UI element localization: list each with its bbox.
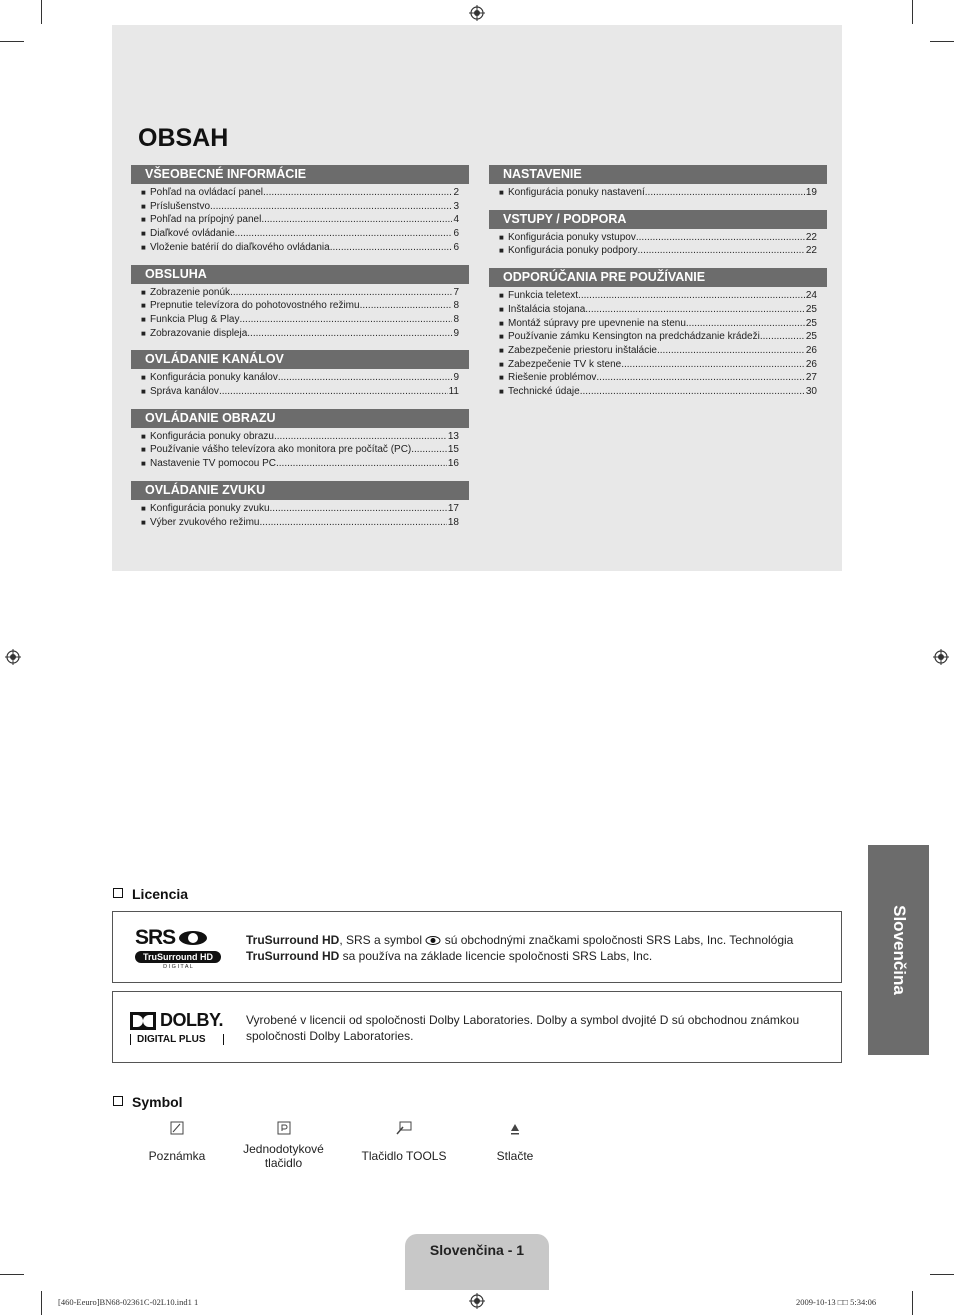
toc-entry-page: 13 — [447, 430, 459, 442]
toc-section — [131, 481, 469, 529]
square-bullet-icon: ■ — [499, 304, 504, 314]
symbol-tools: Tlačidlo TOOLS — [356, 1121, 452, 1163]
page-number-tab — [405, 1234, 549, 1290]
dot-leader — [760, 330, 805, 344]
dot-leader — [636, 231, 805, 245]
toc-entry-label: Zabezpečenie priestoru inštalácie — [508, 344, 657, 356]
square-bullet-icon: ■ — [141, 287, 146, 297]
toc-section-heading: OVLÁDANIE KANÁLOV — [131, 350, 469, 369]
symbol-one-touch: Jednodotykové tlačidlo — [236, 1121, 331, 1170]
toc-entry — [141, 227, 459, 241]
dot-leader — [263, 186, 452, 200]
toc-entry-label: Vloženie batérií do diaľkového ovládania — [150, 241, 330, 253]
toc-entry-label: Funkcia Plug & Play — [150, 313, 240, 325]
toc-entry-label: Nastavenie TV pomocou PC — [150, 458, 276, 470]
licence-heading: Licencia — [113, 886, 188, 902]
print-file-info: [460-Eeuro]BN68-02361C-02L10.ind1 1 — [58, 1297, 199, 1307]
toc-section — [489, 165, 827, 200]
toc-item-list — [131, 369, 469, 398]
toc-entry-page: 11 — [448, 386, 459, 398]
square-bullet-icon: ■ — [141, 387, 146, 397]
dot-leader — [621, 358, 805, 372]
toc-entry-label: Výber zvukového režimu — [150, 516, 260, 528]
toc-entry — [141, 186, 459, 200]
toc-item-list — [489, 229, 827, 258]
dot-leader — [657, 344, 805, 358]
toc-entry — [141, 200, 459, 214]
toc-entry-label: Konfigurácia ponuky kanálov — [150, 372, 278, 384]
toc-entry-label: Inštalácia stojana — [508, 303, 586, 315]
toc-entry — [141, 443, 459, 457]
dot-leader — [270, 502, 447, 516]
square-bullet-icon: ■ — [499, 359, 504, 369]
toc-entry — [499, 231, 817, 245]
toc-entry-label: Správa kanálov — [150, 386, 219, 398]
toc-entry-label: Zobrazenie ponúk — [150, 286, 231, 298]
square-bullet-icon: ■ — [141, 431, 146, 441]
toc-entry-page: 4 — [453, 214, 459, 226]
toc-item-list — [489, 287, 827, 399]
toc-section — [131, 265, 469, 341]
square-bullet-icon: ■ — [141, 328, 146, 338]
dot-leader — [230, 286, 452, 300]
crop-mark — [41, 0, 42, 24]
toc-entry-label: Konfigurácia ponuky nastavení — [508, 187, 645, 198]
square-bullet-icon: ■ — [141, 301, 146, 311]
dolby-licence-box — [112, 991, 842, 1063]
crop-mark — [912, 1291, 913, 1315]
toc-entry — [499, 371, 817, 385]
one-touch-button-icon — [277, 1121, 291, 1135]
tools-button-icon — [396, 1121, 412, 1135]
toc-entry-label: Používanie vášho televízora ako monitora pre počítač (PC) — [150, 444, 412, 456]
toc-entry — [141, 457, 459, 471]
square-bullet-icon: ■ — [499, 188, 504, 197]
toc-section-heading: OVLÁDANIE OBRAZU — [131, 409, 469, 428]
toc-entry — [141, 502, 459, 516]
toc-entry — [141, 286, 459, 300]
toc-entry — [499, 358, 817, 372]
toc-item-list — [131, 184, 469, 255]
square-bullet-icon: ■ — [499, 373, 504, 383]
toc-entry-page: 6 — [453, 241, 459, 253]
toc-entry-label: Zobrazovanie displeja — [150, 327, 248, 339]
page-title: OBSAH — [138, 124, 229, 152]
crop-mark — [0, 41, 24, 42]
dot-leader — [360, 299, 453, 313]
symbol-press: Stlačte — [485, 1121, 545, 1163]
toc-entry-page: 30 — [805, 386, 817, 398]
toc-entry-page: 19 — [805, 187, 817, 198]
dot-leader — [260, 516, 447, 530]
square-bullet-icon: ■ — [141, 517, 146, 527]
square-bullet-icon: ■ — [499, 291, 504, 301]
crop-mark — [0, 1274, 24, 1275]
toc-entry-label: Zabezpečenie TV k stene — [508, 358, 622, 370]
toc-section-heading: VŠEOBECNÉ INFORMÁCIE — [131, 165, 469, 184]
toc-entry-page: 6 — [453, 228, 459, 240]
dot-leader — [580, 385, 805, 399]
note-icon — [170, 1121, 184, 1135]
dot-leader — [411, 443, 447, 457]
srs-logo: SRS TruSurround HD D I G I T A L — [135, 926, 223, 970]
dolby-logo: DOLBY. DIGITAL PLUS — [130, 1010, 224, 1045]
srs-licence-box — [112, 911, 842, 983]
srs-licence-text: TruSurround HD, SRS a symbol sú obchodnými značkami spoločnosti SRS Labs, Inc. Technológia TruSurround HD sa používa na základe licencie spoločnosti SRS Labs, Inc. — [246, 933, 794, 963]
registration-mark-icon — [5, 649, 21, 665]
srs-symbol-icon — [178, 930, 208, 946]
toc-entry-page: 26 — [805, 344, 817, 356]
registration-mark-icon — [469, 1293, 485, 1309]
toc-entry-page: 25 — [805, 303, 817, 315]
toc-entry-label: Používanie zámku Kensington na predchádzanie krádeži — [508, 331, 760, 343]
toc-section — [131, 350, 469, 398]
toc-entry-label: Funkcia teletext — [508, 290, 579, 302]
square-bullet-icon: ■ — [141, 314, 146, 324]
toc-section-heading: ODPORÚČANIA PRE POUŽÍVANIE — [489, 268, 827, 287]
square-bullet-icon: ■ — [141, 215, 146, 225]
toc-entry — [499, 344, 817, 358]
toc-entry-page: 9 — [453, 327, 459, 339]
toc-section-heading: OVLÁDANIE ZVUKU — [131, 481, 469, 500]
square-bullet-icon: ■ — [141, 373, 146, 383]
square-bullet-icon: ■ — [499, 232, 504, 242]
toc-section — [489, 268, 827, 399]
toc-entry-page: 17 — [447, 502, 459, 514]
toc-entry-label: Diaľkové ovládanie — [150, 228, 235, 240]
toc-entry-label: Technické údaje — [508, 386, 580, 398]
toc-entry — [141, 313, 459, 327]
toc-entry-label: Montáž súpravy pre upevnenie na stenu — [508, 317, 686, 329]
toc-entry-page: 16 — [447, 458, 459, 470]
square-bullet-icon: ■ — [141, 503, 146, 513]
square-bullet-icon: ■ — [499, 318, 504, 328]
registration-mark-icon — [933, 649, 949, 665]
toc-entry-page: 18 — [447, 516, 459, 528]
dot-leader — [276, 457, 447, 471]
dot-leader — [686, 317, 805, 331]
toc-item-list — [131, 284, 469, 341]
toc-section — [131, 165, 469, 255]
toc-entry-page: 27 — [805, 372, 817, 384]
dot-leader — [261, 213, 452, 227]
toc-section — [131, 409, 469, 471]
square-bullet-icon: ■ — [141, 229, 146, 239]
toc-entry-page: 9 — [453, 372, 459, 384]
crop-mark — [41, 1291, 42, 1315]
dot-leader — [585, 303, 805, 317]
toc-entry-label: Konfigurácia ponuky zvuku — [150, 502, 270, 514]
toc-entry-page: 2 — [453, 187, 459, 198]
toc-entry — [499, 303, 817, 317]
dot-leader — [596, 371, 804, 385]
toc-entry — [141, 430, 459, 444]
toc-entry-label: Pohľad na ovládací panel — [150, 187, 264, 198]
toc-entry — [499, 244, 817, 258]
toc-section — [489, 210, 827, 258]
toc-entry-page: 25 — [805, 317, 817, 329]
dot-leader — [638, 244, 805, 258]
crop-mark — [912, 0, 913, 24]
dot-leader — [247, 327, 452, 341]
dot-leader — [330, 241, 453, 255]
toc-entry-label: Konfigurácia ponuky vstupov — [508, 231, 636, 243]
crop-mark — [930, 1274, 954, 1275]
dot-leader — [235, 227, 453, 241]
toc-entry — [141, 371, 459, 385]
toc-right-column — [489, 165, 827, 409]
toc-entry-page: 25 — [805, 331, 817, 343]
dot-leader — [274, 430, 447, 444]
toc-entry-page: 15 — [447, 444, 459, 456]
toc-entry-page: 24 — [805, 290, 817, 302]
toc-section-heading: NASTAVENIE — [489, 165, 827, 184]
toc-entry — [499, 330, 817, 344]
registration-mark-icon — [469, 5, 485, 21]
toc-entry-label: Konfigurácia ponuky obrazu — [150, 430, 274, 442]
toc-entry-page: 22 — [805, 231, 817, 243]
toc-left-column — [131, 165, 469, 539]
checkbox-bullet-icon — [113, 1096, 123, 1106]
square-bullet-icon: ■ — [141, 188, 146, 197]
dolby-double-d-icon — [130, 1012, 156, 1030]
square-bullet-icon: ■ — [499, 345, 504, 355]
symbol-heading: Symbol — [113, 1094, 183, 1110]
square-bullet-icon: ■ — [141, 201, 146, 211]
toc-entry — [141, 385, 459, 399]
toc-entry-page: 3 — [453, 200, 459, 212]
toc-entry — [499, 317, 817, 331]
toc-entry-page: 26 — [805, 358, 817, 370]
dot-leader — [645, 186, 805, 200]
language-side-tab — [868, 845, 929, 1055]
toc-entry — [141, 299, 459, 313]
toc-item-list — [131, 500, 469, 529]
square-bullet-icon: ■ — [499, 246, 504, 256]
square-bullet-icon: ■ — [141, 242, 146, 252]
toc-entry-page: 8 — [453, 313, 459, 325]
toc-entry — [141, 213, 459, 227]
toc-item-list — [489, 184, 827, 200]
toc-entry-label: Pohľad na prípojný panel — [150, 214, 262, 226]
symbol-note: Poznámka — [141, 1121, 213, 1163]
toc-entry-page: 7 — [453, 286, 459, 298]
dot-leader — [219, 385, 448, 399]
square-bullet-icon: ■ — [499, 332, 504, 342]
toc-entry — [141, 327, 459, 341]
language-side-tab-label: Slovenčina — [889, 905, 909, 995]
toc-entry-page: 22 — [805, 245, 817, 257]
toc-entry — [499, 289, 817, 303]
toc-entry — [141, 241, 459, 255]
dot-leader — [578, 289, 805, 303]
toc-entry-label: Prepnutie televízora do pohotovostného režimu — [150, 300, 360, 312]
dolby-licence-text: Vyrobené v licencii od spoločnosti Dolby Laboratories. Dolby a symbol dvojité D sú obchodnou známkou spoločnosti Dolby Laboratories. — [246, 1013, 800, 1043]
toc-entry — [141, 516, 459, 530]
crop-mark — [930, 41, 954, 42]
toc-item-list — [131, 428, 469, 471]
print-date-info: 2009-10-13 □□ 5:34:06 — [796, 1297, 877, 1307]
square-bullet-icon: ■ — [499, 387, 504, 397]
checkbox-bullet-icon — [113, 888, 123, 898]
toc-entry — [499, 186, 817, 200]
toc-entry — [499, 385, 817, 399]
toc-entry-label: Príslušenstvo — [150, 200, 211, 212]
toc-entry-label: Riešenie problémov — [508, 372, 597, 384]
toc-section-heading: VSTUPY / PODPORA — [489, 210, 827, 229]
dot-leader — [278, 371, 453, 385]
srs-symbol-icon — [425, 936, 441, 945]
square-bullet-icon: ■ — [141, 459, 146, 469]
dot-leader — [240, 313, 453, 327]
press-icon — [510, 1121, 520, 1135]
page-number-label: Slovenčina - 1 — [429, 1242, 525, 1258]
dot-leader — [210, 200, 452, 214]
toc-entry-label: Konfigurácia ponuky podpory — [508, 245, 638, 257]
toc-entry-page: 8 — [453, 300, 459, 312]
square-bullet-icon: ■ — [141, 445, 146, 455]
toc-section-heading: OBSLUHA — [131, 265, 469, 284]
